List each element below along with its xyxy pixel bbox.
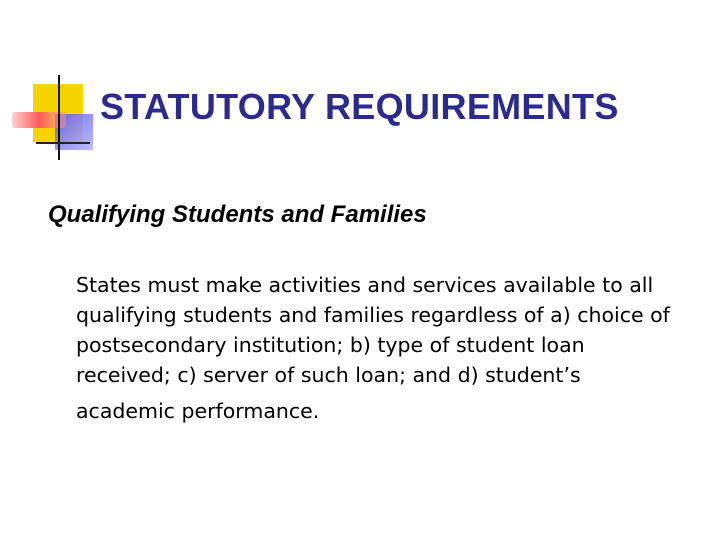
body-paragraph: [76, 270, 706, 426]
body-line: qualifying students and families regardless of a) choice of: [76, 303, 670, 327]
body-line: academic performance.: [76, 399, 320, 423]
body-line: States must make activities and services available to all: [76, 273, 654, 297]
section-subheading: Qualifying Students and Families: [48, 201, 427, 228]
body-line: received; c) server of such loan; and d) student’s: [76, 363, 581, 387]
slide-title: STATUTORY REQUIREMENTS: [100, 86, 619, 127]
body-line: postsecondary institution; b) type of student loan: [76, 333, 585, 357]
title-decoration-logo-icon: [0, 0, 720, 170]
